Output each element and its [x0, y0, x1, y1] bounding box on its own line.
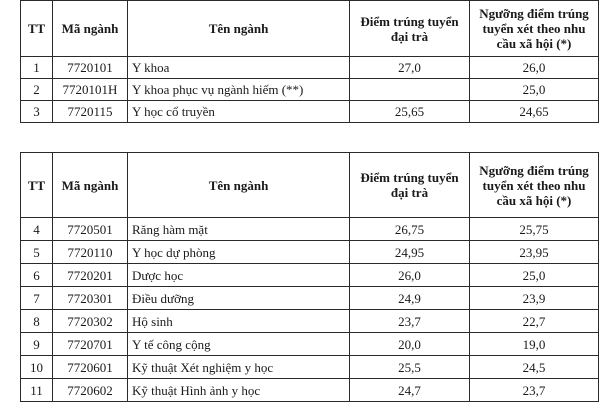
cell-tt: 5 [21, 241, 53, 264]
cell-name: Y khoa [128, 57, 350, 79]
cell-threshold: 23,7 [470, 379, 599, 402]
cell-score: 24,9 [350, 287, 470, 310]
table-row [21, 79, 599, 101]
cell-name: Răng hàm mặt [128, 218, 350, 241]
table-row [21, 356, 599, 379]
cell-name: Điều dưỡng [128, 287, 350, 310]
cell-tt: 8 [21, 310, 53, 333]
cell-score: 26,0 [350, 264, 470, 287]
cell-tt: 1 [21, 57, 53, 79]
table-row [21, 57, 599, 79]
cell-code: 7720101 [53, 57, 128, 79]
cell-threshold: 23,9 [470, 287, 599, 310]
cell-score: 25,5 [350, 356, 470, 379]
header-name: Tên ngành [128, 1, 350, 57]
table-row [21, 241, 599, 264]
cell-name: Kỹ thuật Hình ảnh y học [128, 379, 350, 402]
table-row [21, 264, 599, 287]
cell-code: 7720302 [53, 310, 128, 333]
header-code: Mã ngành [53, 1, 128, 57]
cell-threshold: 25,0 [470, 79, 599, 101]
cell-name: Y học dự phòng [128, 241, 350, 264]
cell-name: Hộ sinh [128, 310, 350, 333]
admission-table-1 [20, 0, 599, 123]
cell-tt: 3 [21, 101, 53, 123]
cell-tt: 4 [21, 218, 53, 241]
cell-code: 7720301 [53, 287, 128, 310]
cell-score [350, 79, 470, 101]
header-tt: TT [21, 1, 53, 57]
cell-code: 7720501 [53, 218, 128, 241]
cell-name: Y tế công cộng [128, 333, 350, 356]
header-threshold: Ngưỡng điểm trúng tuyển xét theo nhu cầu xã hội (*) [470, 1, 599, 57]
cell-score: 27,0 [350, 57, 470, 79]
cell-code: 7720201 [53, 264, 128, 287]
cell-threshold: 25,75 [470, 218, 599, 241]
header-threshold: Ngưỡng điểm trúng tuyển xét theo nhu cầu xã hội (*) [470, 153, 599, 218]
cell-threshold: 24,65 [470, 101, 599, 123]
cell-name: Dược học [128, 264, 350, 287]
cell-tt: 7 [21, 287, 53, 310]
cell-name: Kỹ thuật Xét nghiệm y học [128, 356, 350, 379]
table-row [21, 287, 599, 310]
cell-name: Y khoa phục vụ ngành hiếm (**) [128, 79, 350, 101]
admission-table-2 [20, 152, 599, 402]
cell-tt: 10 [21, 356, 53, 379]
cell-score: 20,0 [350, 333, 470, 356]
table-row [21, 310, 599, 333]
cell-threshold: 26,0 [470, 57, 599, 79]
cell-tt: 11 [21, 379, 53, 402]
header-score: Điểm trúng tuyển đại trà [350, 153, 470, 218]
table-row [21, 101, 599, 123]
table-row [21, 333, 599, 356]
table-header-row [21, 1, 599, 57]
cell-code: 7720110 [53, 241, 128, 264]
cell-tt: 9 [21, 333, 53, 356]
header-name: Tên ngành [128, 153, 350, 218]
cell-threshold: 22,7 [470, 310, 599, 333]
header-code: Mã ngành [53, 153, 128, 218]
header-tt: TT [21, 153, 53, 218]
cell-score: 24,95 [350, 241, 470, 264]
cell-code: 7720701 [53, 333, 128, 356]
cell-threshold: 24,5 [470, 356, 599, 379]
cell-name: Y học cổ truyền [128, 101, 350, 123]
cell-code: 7720601 [53, 356, 128, 379]
cell-code: 7720115 [53, 101, 128, 123]
table-row [21, 218, 599, 241]
cell-threshold: 23,95 [470, 241, 599, 264]
header-score: Điểm trúng tuyển đại trà [350, 1, 470, 57]
cell-code: 7720602 [53, 379, 128, 402]
cell-threshold: 25,0 [470, 264, 599, 287]
cell-threshold: 19,0 [470, 333, 599, 356]
cell-tt: 2 [21, 79, 53, 101]
cell-score: 25,65 [350, 101, 470, 123]
cell-score: 23,7 [350, 310, 470, 333]
cell-code: 7720101H [53, 79, 128, 101]
cell-score: 26,75 [350, 218, 470, 241]
cell-score: 24,7 [350, 379, 470, 402]
cell-tt: 6 [21, 264, 53, 287]
table-row [21, 379, 599, 402]
table-header-row [21, 153, 599, 218]
